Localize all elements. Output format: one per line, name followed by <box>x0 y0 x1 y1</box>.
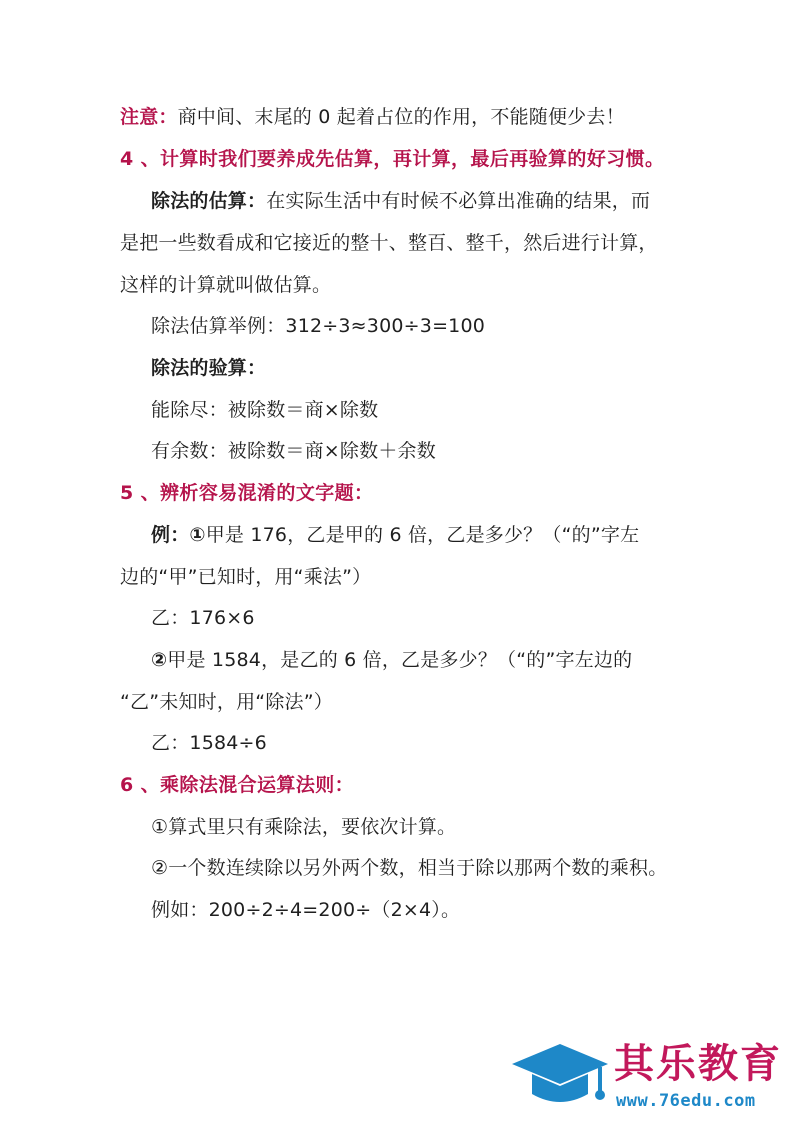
example2-line-1 <box>151 647 632 673</box>
example2-text-2: “乙”未知时，用“除法”） <box>120 691 333 713</box>
example1-line-1 <box>151 522 639 548</box>
example1-text-2: 边的“甲”已知时，用“乘法”） <box>120 566 372 588</box>
brand-title: 其乐教育 <box>614 1041 782 1087</box>
graduation-cap-icon <box>508 1040 612 1114</box>
section5-title: 5 、辨析容易混淆的文字题： <box>120 482 374 504</box>
estimate-text-2: 是把一些数看成和它接近的整十、整百、整千，然后进行计算， <box>120 232 658 254</box>
example1-answer: 乙：176×6 <box>151 607 255 629</box>
rule-1: ①算式里只有乘除法，要依次计算。 <box>151 816 457 838</box>
note-text: 商中间、末尾的 0 起着占位的作用，不能随便少去！ <box>177 106 625 128</box>
section4-title: 4 、计算时我们要养成先估算，再计算，最后再验算的好习惯。 <box>120 148 665 170</box>
section6-title: 6 、乘除法混合运算法则： <box>120 774 355 796</box>
check-remainder: 有余数：被除数＝商×除数＋余数 <box>151 440 436 462</box>
example-label: 例： <box>151 524 190 546</box>
rule-example: 例如：200÷2÷4=200÷（2×4）。 <box>151 899 461 921</box>
estimate-text-1: 在实际生活中有时候不必算出准确的结果，而 <box>266 190 651 212</box>
example2-number: ② <box>151 649 168 671</box>
note-label: 注意： <box>120 106 178 128</box>
brand-url: www.76edu.com <box>616 1091 756 1111</box>
example1-number: ① <box>189 524 206 546</box>
check-label: 除法的验算： <box>151 357 267 379</box>
estimate-line-1 <box>151 188 650 214</box>
check-exact: 能除尽：被除数＝商×除数 <box>151 399 379 421</box>
note-line <box>120 104 625 130</box>
estimate-label: 除法的估算： <box>151 190 267 212</box>
estimate-text-3: 这样的计算就叫做估算。 <box>120 274 332 296</box>
estimate-example: 除法估算举例：312÷3≈300÷3=100 <box>151 315 486 337</box>
example2-answer: 乙：1584÷6 <box>151 732 267 754</box>
rule-2: ②一个数连续除以另外两个数，相当于除以那两个数的乘积。 <box>151 857 668 879</box>
example2-text-1: 甲是 1584，是乙的 6 倍，乙是多少？（“的”字左边的 <box>167 649 633 671</box>
example1-text-1: 甲是 176，乙是甲的 6 倍，乙是多少？（“的”字左 <box>205 524 640 546</box>
brand-logo <box>508 1040 784 1114</box>
